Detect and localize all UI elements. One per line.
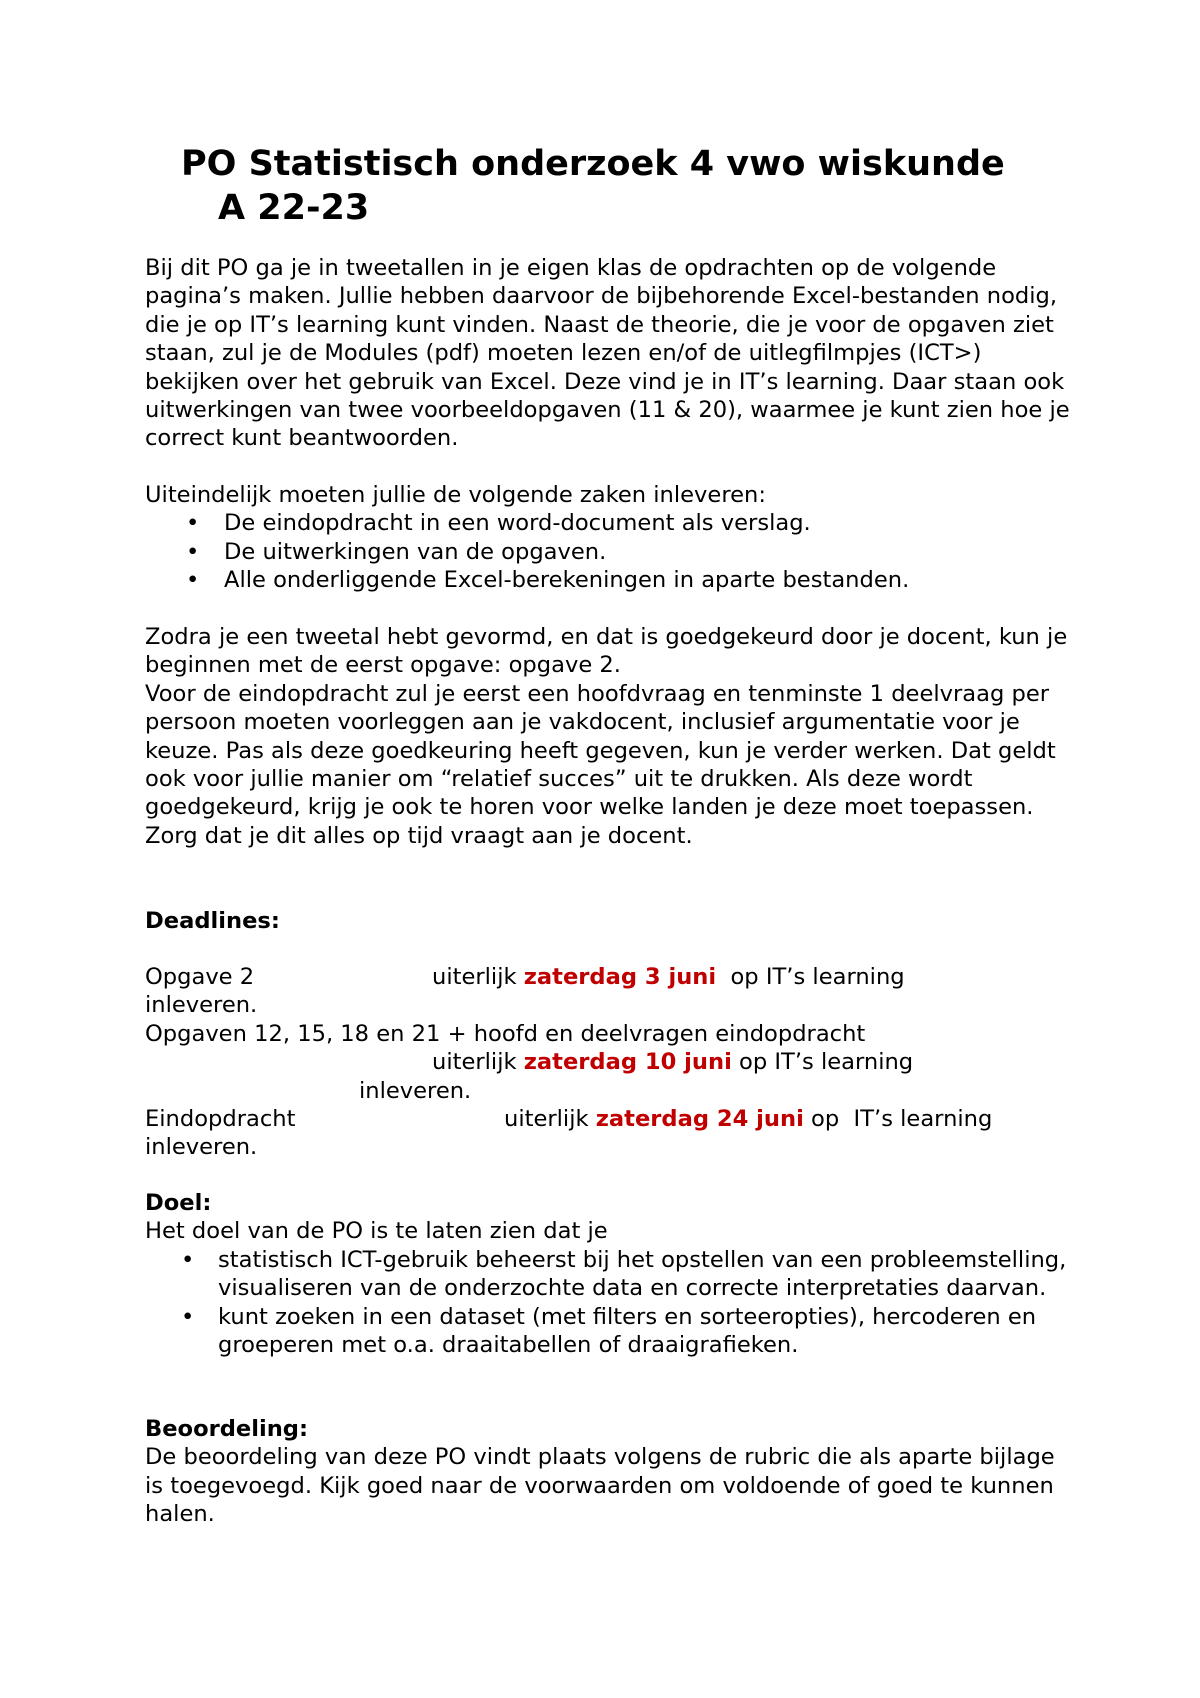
deliverables-section — [145, 481, 1075, 595]
deadline-row-1-cont: inleveren. — [145, 992, 258, 1019]
deadline-row-3 — [145, 1105, 1075, 1133]
assessment-heading: Beoordeling: — [145, 1416, 309, 1442]
document-title — [181, 142, 1081, 230]
deadlines-heading: Deadlines: — [145, 908, 280, 934]
deadline-row-1 — [145, 963, 1075, 991]
goal-list — [145, 1246, 1075, 1360]
deadline-row-2 — [145, 1020, 1075, 1048]
list-item: • statistisch ICT-gebruik beheerst bij het opstellen van een probleemstelling, visualiseren van de onderzochte data en correcte interpretaties daarvan. — [181, 1246, 1067, 1302]
list-item: • De uitwerkingen van de opgaven. — [186, 538, 607, 565]
bullet-icon: • — [186, 510, 200, 537]
bullet-icon: • — [186, 567, 200, 594]
deadline-row-2-cont: inleveren. — [359, 1077, 472, 1104]
deliverables-list — [145, 509, 1075, 594]
list-item: • De eindopdracht in een word-document als verslag. — [186, 510, 811, 537]
bullet-icon: • — [186, 538, 200, 565]
deadline-date: zaterdag 10 juni — [523, 1049, 732, 1076]
deadline-task: Eindopdracht — [145, 1105, 296, 1132]
assessment-paragraph: De beoordeling van deze PO vindt plaats volgens de rubric die als aparte bijlage is toegevoegd. Kijk goed naar de voorwaarden om voldoende of goed te kunnen halen. — [145, 1444, 1055, 1528]
goal-intro: Het doel van de PO is te laten zien dat je — [145, 1218, 608, 1245]
deadline-date-line: uiterlijk zaterdag 10 juni op IT’s learning — [432, 1049, 914, 1076]
list-item: • Alle onderliggende Excel-berekeningen in aparte bestanden. — [186, 567, 910, 594]
list-item: • kunt zoeken in een dataset (met filters en sorteeropties), hercoderen en groeperen met o.a. draaitabellen of draaigrafieken. — [181, 1303, 1037, 1359]
start-paragraph: Zodra je een tweetal hebt gevormd, en dat is goedgekeurd door je docent, kun je beginnen met de eerst opgave: opgave 2. — [145, 624, 1068, 679]
deadline-date-line: uiterlijk zaterdag 24 juni op IT’s learning — [504, 1105, 993, 1132]
deadline-date: zaterdag 24 juni — [595, 1105, 804, 1132]
deadline-row-2-date — [145, 1048, 1075, 1076]
deadlines-list — [145, 963, 1075, 1162]
final-assignment-paragraph: Voor de eindopdracht zul je eerst een hoofdvraag en tenminste 1 deelvraag per persoon moeten voorleggen aan je vakdocent, inclusief argumentatie voor je keuze. Pas als deze goedkeuring heeft gegeven, kun je verder werken. Dat geldt ook voor jullie manier om “relatief succes” uit te drukken. Als deze wordt goedgekeurd, krijg je ook te horen voor welke landen je deze moet toepassen. Zorg dat je dit alles op tijd vraagt aan je docent. — [145, 680, 1056, 849]
assessment-section — [145, 1415, 1075, 1529]
deadlines-section — [145, 907, 1075, 935]
deliverables-heading: Uiteindelijk moeten jullie de volgende zaken inleveren: — [145, 482, 766, 508]
bullet-icon: • — [181, 1246, 195, 1273]
deadline-row-3-cont: inleveren. — [145, 1134, 258, 1161]
title-line-1: PO Statistisch onderzoek 4 vwo wiskunde — [181, 144, 1005, 184]
title-line-2: A 22-23 — [218, 188, 370, 228]
deadline-date: zaterdag 3 juni — [523, 964, 717, 990]
goal-heading: Doel: — [145, 1190, 212, 1216]
deadline-date-line: uiterlijk zaterdag 3 juni op IT’s learning — [432, 964, 905, 990]
deadline-task: Opgave 2 — [145, 964, 255, 990]
intro-section — [145, 254, 1075, 453]
start-section — [145, 623, 1075, 850]
goal-section — [145, 1189, 1075, 1359]
bullet-icon: • — [181, 1303, 195, 1330]
deadline-task: Opgaven 12, 15, 18 en 21 + hoofd en deelvragen eindopdracht — [145, 1020, 866, 1047]
intro-paragraph: Bij dit PO ga je in tweetallen in je eigen klas de opdrachten op de volgende pagina’s maken. Jullie hebben daarvoor de bijbehorende Excel-bestanden nodig, die je op IT’s learning kunt vinden. Naast de theorie, die je voor de opgaven ziet staan, zul je de Modules (pdf) moeten lezen en/of de uitlegfilmpjes (ICT>) bekijken over het gebruik van Excel. Deze vind je in IT’s learning. Daar staan ook uitwerkingen van twee voorbeeldopgaven (11 & 20), waarmee je kunt zien hoe je correct kunt beantwoorden. — [145, 255, 1070, 452]
